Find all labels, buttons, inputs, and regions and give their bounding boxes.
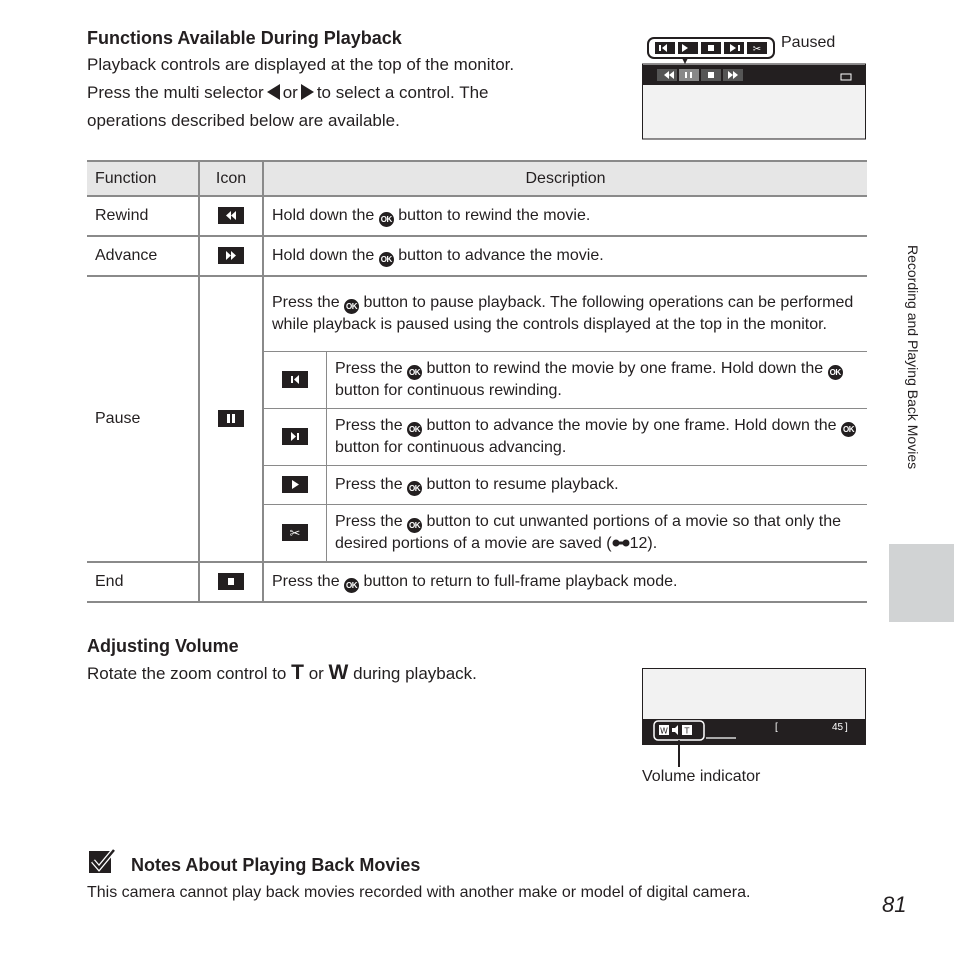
rewind-icon xyxy=(218,207,244,224)
advance-icon xyxy=(218,247,244,264)
ok-button-icon: OK xyxy=(344,299,359,314)
volume-screen-svg xyxy=(642,668,868,748)
ok-button-icon: OK xyxy=(344,578,359,593)
description-end: Press the OK button to return to full-frame playback mode. xyxy=(263,562,867,602)
right-arrow-icon xyxy=(301,84,314,100)
ok-button-icon: OK xyxy=(379,212,394,227)
ok-button-icon: OK xyxy=(407,518,422,533)
ok-button-icon: OK xyxy=(828,365,843,380)
reference-icon xyxy=(612,533,630,543)
playback-intro xyxy=(87,51,607,135)
play-icon xyxy=(282,476,308,493)
description-cut: Press the OK button to cut unwanted portions of a movie so that only the desired portions of a movie are saved ( 12). xyxy=(327,505,868,563)
stop-icon xyxy=(218,573,244,590)
side-tab-label-container xyxy=(905,245,931,535)
screen-bracket-close: ] xyxy=(845,722,848,733)
function-rewind: Rewind xyxy=(87,196,199,236)
description-frame-forward: Press the OK button to advance the movie by one frame. Hold down the OK button for continuous advancing. xyxy=(327,409,868,466)
description-resume: Press the OK button to resume playback. xyxy=(327,466,868,505)
ok-button-icon: OK xyxy=(407,481,422,496)
screen-bracket-open: [ xyxy=(775,722,778,733)
svg-text:✂: ✂ xyxy=(752,44,762,55)
playback-heading: Functions Available During Playback xyxy=(87,28,402,48)
ok-button-icon: OK xyxy=(379,252,394,267)
ok-button-icon: OK xyxy=(407,422,422,437)
function-advance: Advance xyxy=(87,236,199,276)
frame-advance-icon xyxy=(282,428,308,445)
svg-text:✂: ✂ xyxy=(289,526,301,542)
table-row-advance xyxy=(87,236,867,276)
volume-indicator-label: Volume indicator xyxy=(642,768,761,785)
ok-button-icon: OK xyxy=(407,365,422,380)
ok-button-icon: OK xyxy=(841,422,856,437)
svg-text:T: T xyxy=(684,726,690,736)
volume-instruction: Rotate the zoom control to T or W during playback. xyxy=(87,661,477,684)
frame-rewind-icon xyxy=(282,371,308,388)
intro-line-3: operations described below are available. xyxy=(87,111,400,130)
scissors-icon xyxy=(282,524,308,541)
volume-indicator-leader-line xyxy=(678,745,680,767)
paused-screen-illustration xyxy=(642,32,872,142)
paused-screen-svg xyxy=(642,32,872,142)
volume-heading: Adjusting Volume xyxy=(87,636,239,656)
table-row-rewind xyxy=(87,196,867,236)
side-tab-label: Recording and Playing Back Movies xyxy=(905,245,921,470)
intro-line-1: Playback controls are displayed at the top of the monitor. xyxy=(87,55,515,74)
screen-time: 45 xyxy=(832,722,844,733)
header-description: Description xyxy=(263,161,867,196)
function-end: End xyxy=(87,562,199,602)
playback-functions-table xyxy=(87,160,867,603)
page-number: 81 xyxy=(882,892,907,917)
chapter-tab xyxy=(889,544,954,622)
left-arrow-icon xyxy=(267,84,280,100)
notes-text: This camera cannot play back movies recorded with another make or model of digital camera. xyxy=(87,884,751,901)
zoom-w-symbol: W xyxy=(328,661,349,684)
description-pause: Press the OK button to pause playback. The following operations can be performed while playback is paused using the controls displayed at the top in the monitor. xyxy=(263,276,867,352)
description-rewind: Hold down the OK button to rewind the movie. xyxy=(263,196,867,236)
pause-icon xyxy=(218,410,244,427)
paused-label: Paused xyxy=(781,34,836,51)
header-icon: Icon xyxy=(199,161,263,196)
notes-heading: Notes About Playing Back Movies xyxy=(131,855,421,875)
table-row-pause xyxy=(87,276,867,352)
description-frame-back: Press the OK button to rewind the movie by one frame. Hold down the OK button for continuous rewinding. xyxy=(327,352,868,409)
description-advance: Hold down the OK button to advance the movie. xyxy=(263,236,867,276)
volume-screen-illustration xyxy=(642,668,868,748)
function-pause: Pause xyxy=(87,276,199,562)
table-row-end xyxy=(87,562,867,602)
header-function: Function xyxy=(87,161,199,196)
checkmark-note-icon xyxy=(88,848,118,874)
svg-text:W: W xyxy=(660,726,668,736)
zoom-t-symbol: T xyxy=(291,661,304,684)
intro-line-2: Press the multi selector or to select a control. The xyxy=(87,83,489,102)
table-header-row xyxy=(87,161,867,196)
